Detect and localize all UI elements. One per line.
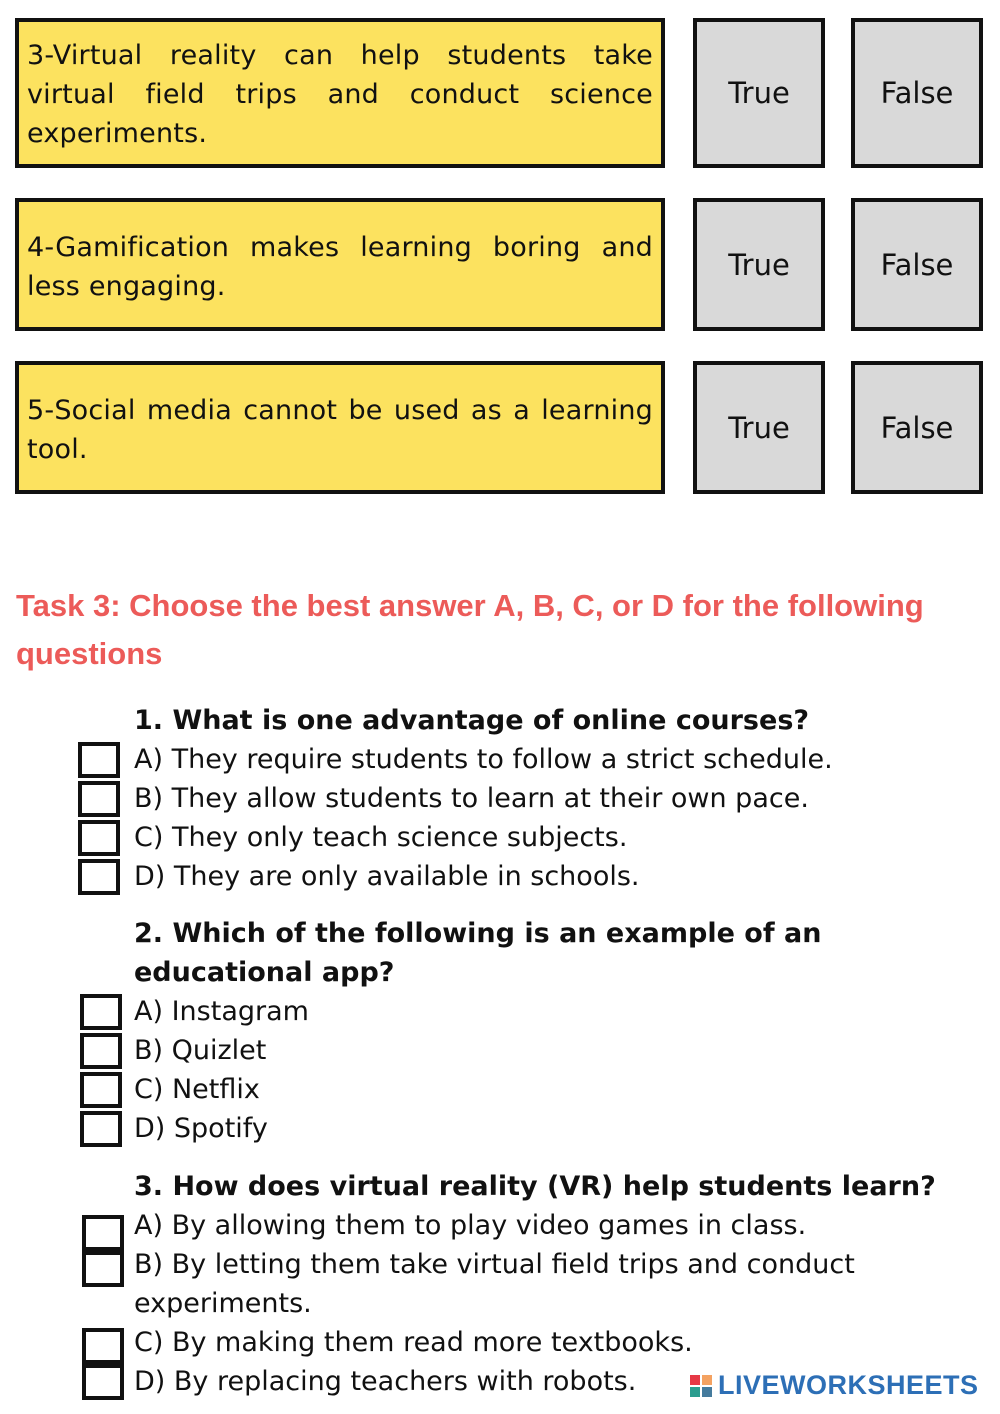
checkbox-q2-c[interactable] bbox=[80, 1072, 122, 1108]
option-q3-a: A) By allowing them to play video games in class. bbox=[134, 1210, 807, 1241]
statement-3: 3-Virtual reality can help students take virtual field trips and conduct science experiments. bbox=[15, 18, 665, 168]
checkbox-q1-a[interactable] bbox=[78, 742, 120, 778]
logo-square-1 bbox=[690, 1375, 700, 1385]
question-1-title: 1. What is one advantage of online courses? bbox=[134, 705, 810, 736]
option-q3-d: D) By replacing teachers with robots. bbox=[134, 1366, 637, 1397]
statement-5: 5-Social media cannot be used as a learning tool. bbox=[15, 361, 665, 494]
task3-title: Task 3: Choose the best answer A, B, C, or D for the following questions bbox=[16, 588, 924, 671]
checkbox-q2-d[interactable] bbox=[80, 1111, 122, 1147]
logo-square-4 bbox=[702, 1387, 712, 1397]
option-q3-b: B) By letting them take virtual field trips and conduct experiments. bbox=[134, 1249, 855, 1319]
false-button-5[interactable]: False bbox=[851, 361, 983, 494]
true-button-3[interactable]: True bbox=[693, 18, 825, 168]
option-q1-a: A) They require students to follow a strict schedule. bbox=[134, 744, 833, 775]
checkbox-q1-b[interactable] bbox=[78, 781, 120, 817]
false-button-3[interactable]: False bbox=[851, 18, 983, 168]
option-q1-d: D) They are only available in schools. bbox=[134, 861, 640, 892]
question-2-title: 2. Which of the following is an example of an educational app? bbox=[134, 918, 822, 988]
checkbox-q1-c[interactable] bbox=[78, 820, 120, 856]
option-q2-a: A) Instagram bbox=[134, 996, 309, 1027]
statement-4: 4-Gamification makes learning boring and less engaging. bbox=[15, 198, 665, 331]
true-button-5[interactable]: True bbox=[693, 361, 825, 494]
option-q2-d: D) Spotify bbox=[134, 1113, 268, 1144]
checkbox-q1-d[interactable] bbox=[78, 859, 120, 895]
false-button-4[interactable]: False bbox=[851, 198, 983, 331]
option-q2-c: C) Netflix bbox=[134, 1074, 260, 1105]
logo-square-3 bbox=[690, 1387, 700, 1397]
brand-text: LIVEWORKSHEETS bbox=[718, 1370, 979, 1400]
liveworksheets-logo-icon bbox=[690, 1375, 712, 1397]
checkbox-q2-a[interactable] bbox=[80, 994, 122, 1030]
checkbox-q3-d[interactable] bbox=[82, 1364, 124, 1400]
option-q3-c: C) By making them read more textbooks. bbox=[134, 1327, 693, 1358]
checkbox-q3-a[interactable] bbox=[82, 1215, 124, 1251]
question-3-title: 3. How does virtual reality (VR) help students learn? bbox=[134, 1171, 936, 1202]
checkbox-q2-b[interactable] bbox=[80, 1033, 122, 1069]
true-button-4[interactable]: True bbox=[693, 198, 825, 331]
logo-square-2 bbox=[702, 1375, 712, 1385]
option-q1-c: C) They only teach science subjects. bbox=[134, 822, 628, 853]
brand-watermark bbox=[690, 1370, 979, 1401]
option-q1-b: B) They allow students to learn at their own pace. bbox=[134, 783, 809, 814]
checkbox-q3-c[interactable] bbox=[82, 1328, 124, 1364]
option-q2-b: B) Quizlet bbox=[134, 1035, 267, 1066]
checkbox-q3-b[interactable] bbox=[82, 1251, 124, 1287]
